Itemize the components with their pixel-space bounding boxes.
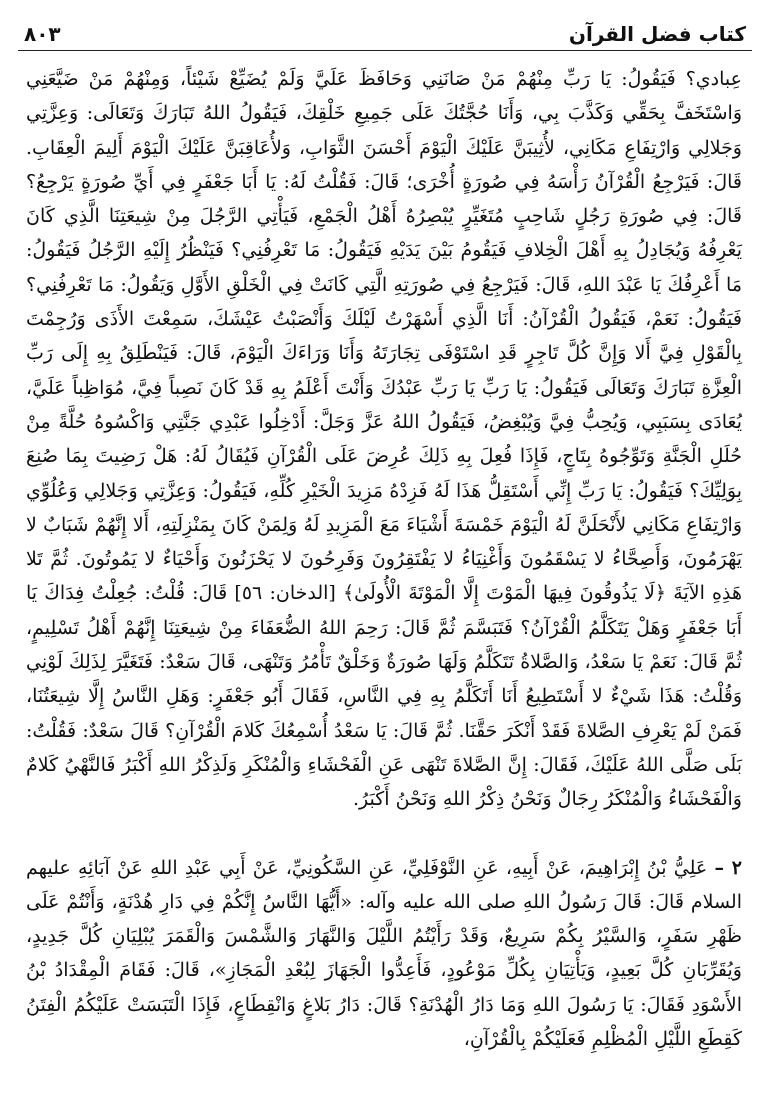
page-header [24, 16, 746, 46]
hadith-paragraph-2 [26, 851, 742, 1057]
page-number: ٨٠٣ [24, 22, 61, 46]
hadith-text: عَلِيُّ بْنُ إِبْرَاهِيمَ، عَنْ أَبِيهِ، عَنِ النَّوْفَلِيِّ، عَنِ السَّكُونِيِّ، عَنْ أَبِي عَبْدِ اللهِ عَنْ آبَائِهِ عليهم السلام قَالَ: قَالَ رَسُولُ اللهِ صلى الله عليه وآله: «أَيُّهَا النَّاسُ إِنَّكُمْ فِي دَارِ هُدْنَةٍ، وَأَنْتُمْ عَلَى ظَهْرِ سَفَرٍ، وَالسَّيْرُ بِكُمْ سَرِيعٌ، وَقَدْ رَأَيْتُمُ اللَّيْلَ وَالنَّهَارَ وَالشَّمْسَ وَالْقَمَرَ يُبْلِيَانِ كُلَّ جَدِيدٍ، وَيُقَرِّبَانِ كُلَّ بَعِيدٍ، وَيَأْتِيَانِ بِكُلِّ مَوْعُودٍ، فَأَعِدُّوا الْجَهَازَ لِبُعْدِ الْمَجَازِ»، قَالَ: فَقَامَ الْمِقْدَادُ بْنُ الأَسْوَدِ فَقَالَ: يَا رَسُولَ اللهِ وَمَا دَارُ الْهُدْنَةِ؟ قَالَ: دَارُ بَلاغٍ وَانْقِطَاعٍ، فَإِذَا الْتَبَسَتْ عَلَيْكُمُ الْفِتَنُ كَقِطَعِ اللَّيْلِ الْمُظْلِمِ فَعَلَيْكُمْ بِالْقُرْآنِ، [26, 856, 742, 1051]
hadith-number: ٢ – [714, 856, 742, 879]
paragraph-gap [26, 817, 742, 851]
hadith-paragraph-1: عِبادي؟ فَيَقُولُ: يَا رَبِّ مِنْهُمْ مَنْ صَانَنِي وَحَافَظَ عَلَيَّ وَلَمْ يُضَيِّعْ شَيْئاً، وَمِنْهُمْ مَنْ ضَيَّعَنِي وَاسْتَخَفَّ بِحَقِّي وَكَذَّبَ بِي، وَأَنَا حُجَّتُكَ عَلَى جَمِيعِ خَلْقِكَ، فَيَقُولُ اللهُ تَبَارَكَ وَتَعَالَى: وَعِزَّتِي وَجَلالِي وَارْتِفَاعِ مَكَانِي، لأُثِيبَنَّ عَلَيْكَ الْيَوْمَ أَحْسَنَ الثَّوَابِ، وَلأُعَاقِبَنَّ عَلَيْكَ الْيَوْمَ أَلِيمَ الْعِقَابِ. قَالَ: فَيَرْجِعُ الْقُرْآنُ رَأْسَهُ فِي صُورَةٍ أُخْرَى؛ قَالَ: فَقُلْتُ لَهُ: يَا أَبَا جَعْفَرٍ فِي أَيِّ صُورَةٍ يَرْجِعُ؟ قَالَ: فِي صُورَةِ رَجُلٍ شَاحِبٍ مُتَغَيِّرٍ يُبْصِرُهُ أَهْلُ الْجَمْعِ، فَيَأْتِي الرَّجُلَ مِنْ شِيعَتِنَا الَّذِي كَانَ يَعْرِفُهُ وَيُجَادِلُ بِهِ أَهْلَ الْخِلافِ فَيَقُومُ بَيْنَ يَدَيْهِ فَيَقُولُ: مَا تَعْرِفُنِي؟ فَيَنْظُرُ إِلَيْهِ الرَّجُلُ فَيَقُولُ: مَا أَعْرِفُكَ يَا عَبْدَ اللهِ، قَالَ: فَيَرْجِعُ فِي صُورَتِهِ الَّتِي كَانَتْ فِي الْخَلْقِ الأَوَّلِ وَيَقُولُ: مَا تَعْرِفُنِي؟ فَيَقُولُ: نَعَمْ، فَيَقُولُ الْقُرْآنُ: أَنَا الَّذِي أَسْهَرْتُ لَيْلَكَ وَأَنْصَبْتُ عَيْشَكَ، سَمِعْتَ الأَذَى وَرُجِمْتَ بِالْقَوْلِ فِيَّ أَلا وَإِنَّ كُلَّ تَاجِرٍ قَدِ اسْتَوْفَى تِجَارَتَهُ وَأَنَا وَرَاءَكَ الْيَوْمَ، قَالَ: فَيَنْطَلِقُ بِهِ إِلَى رَبِّ الْعِزَّةِ تَبَارَكَ وَتَعَالَى فَيَقُولُ: يَا رَبِّ يَا رَبِّ عَبْدُكَ وَأَنْتَ أَعْلَمُ بِهِ قَدْ كَانَ نَصِباً فِيَّ، مُوَاظِباً عَلَيَّ، يُعَادَى بِسَبَبِي، وَيُحِبُّ فِيَّ وَيُبْغِضُ، فَيَقُولُ اللهُ عَزَّ وَجَلَّ: أَدْخِلُوا عَبْدِي جَنَّتِي وَاكْسُوهُ حُلَّةً مِنْ حُلَلِ الْجَنَّةِ وَتَوِّجُوهُ بِتَاجٍ، فَإِذَا فُعِلَ بِهِ ذَلِكَ عُرِضَ عَلَى الْقُرْآنِ فَيُقَالُ لَهُ: هَلْ رَضِيتَ بِمَا صُنِعَ بِوَلِيِّكَ؟ فَيَقُولُ: يَا رَبِّ إِنِّي أَسْتَقِلُّ هَذَا لَهُ فَزِدْهُ مَزِيدَ الْخَيْرِ كُلِّهِ، فَيَقُولُ: وَعِزَّتِي وَجَلالِي وَعُلُوِّي وَارْتِفَاعِ مَكَانِي لأَنْحَلَنَّ لَهُ الْيَوْمَ خَمْسَةَ أَشْيَاءَ مَعَ الْمَزِيدِ لَهُ وَلِمَنْ كَانَ بِمَنْزِلَتِهِ، أَلا إِنَّهُمْ شَبَابٌ لا يَهْرَمُونَ، وَأَصِحَّاءُ لا يَسْقَمُونَ وَأَغْنِيَاءُ لا يَفْتَقِرُونَ وَفَرِحُونَ لا يَحْزَنُونَ وَأَحْيَاءٌ لا يَمُوتُونَ. ثُمَّ تَلا هَذِهِ الآيَةَ ﴿لَا يَذُوقُونَ فِيهَا الْمَوْتَ إِلَّا الْمَوْتَةَ الْأُولَىٰ﴾ [الدخان: ٥٦] قَالَ: قُلْتُ: جُعِلْتُ فِدَاكَ يَا أَبَا جَعْفَرٍ وَهَلْ يَتَكَلَّمُ الْقُرْآنُ؟ فَتَبَسَّمَ ثُمَّ قَالَ: رَحِمَ اللهُ الضُّعَفَاءَ مِنْ شِيعَتِنَا إِنَّهُمْ أَهْلُ تَسْلِيمٍ، ثُمَّ قَالَ: نَعَمْ يَا سَعْدُ، وَالصَّلاةُ تَتَكَلَّمُ وَلَهَا صُورَةٌ وَخَلْقٌ تَأْمُرُ وَتَنْهَى، قَالَ سَعْدٌ: فَتَغَيَّرَ لِذَلِكَ لَوْنِي وَقُلْتُ: هَذَا شَيْءٌ لا أَسْتَطِيعُ أَنَا أَتَكَلَّمُ بِهِ فِي النَّاسِ، فَقَالَ أَبُو جَعْفَرٍ: وَهَلِ النَّاسُ إِلَّا شِيعَتُنَا، فَمَنْ لَمْ يَعْرِفِ الصَّلاةَ فَقَدْ أَنْكَرَ حَقَّنَا. ثُمَّ قَالَ: يَا سَعْدُ أُسْمِعُكَ كَلامَ الْقُرْآنِ؟ قَالَ سَعْدٌ: فَقُلْتُ: بَلَى صَلَّى اللهُ عَلَيْكَ، فَقَالَ: إِنَّ الصَّلاةَ تَنْهَى عَنِ الْفَحْشَاءِ وَالْمُنْكَرِ وَلَذِكْرُ اللهِ أَكْبَرُ فَالنَّهْيُ كَلامٌ وَالْفَحْشَاءُ وَالْمُنْكَرُ رِجَالٌ وَنَحْنُ ذِكْرُ اللهِ وَنَحْنُ أَكْبَرُ. [26, 68, 742, 811]
page-body [26, 62, 742, 1056]
running-title: كتاب فضل القرآن [568, 22, 746, 46]
header-rule [18, 50, 752, 51]
